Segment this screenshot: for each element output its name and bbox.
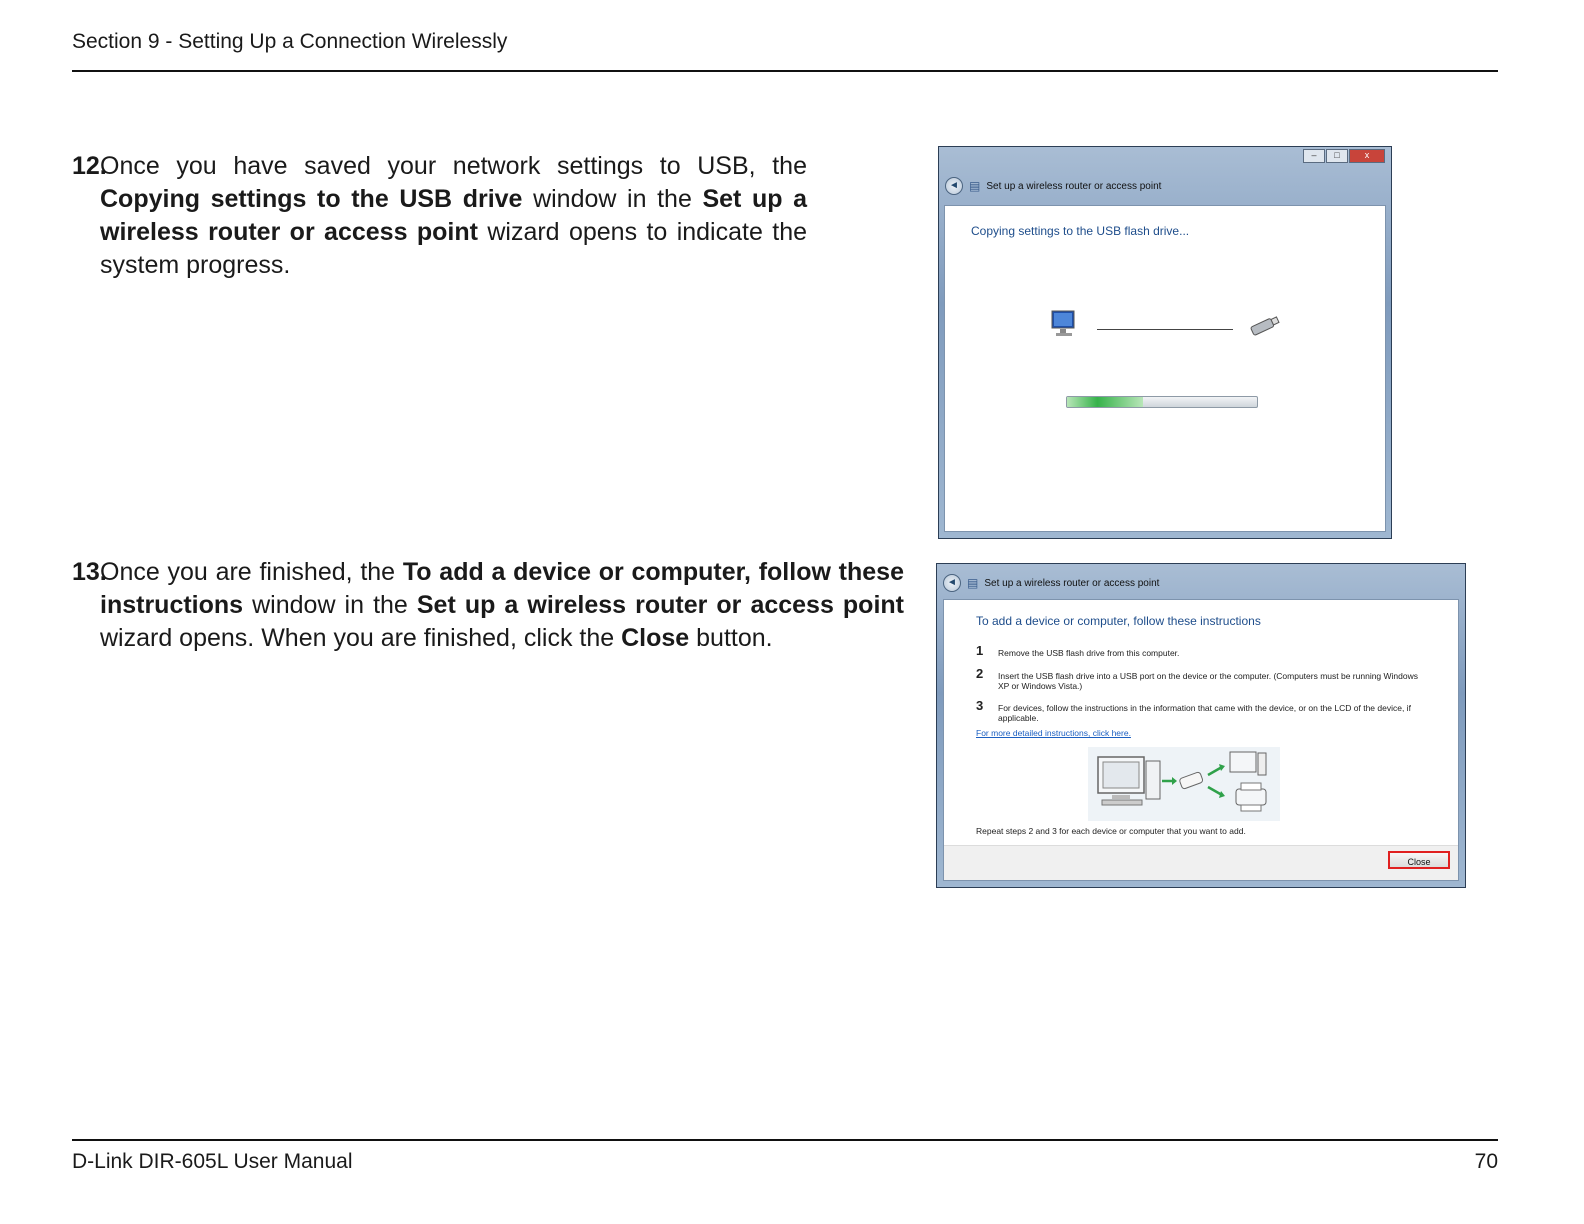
window-title: Set up a wireless router or access point xyxy=(984,577,1160,589)
instruction-text: Remove the USB flash drive from this computer. xyxy=(998,648,1180,658)
network-icon: ▤ xyxy=(969,179,981,193)
step-text xyxy=(72,556,904,655)
step-text-bold: Set up a wireless router or access point xyxy=(416,591,904,619)
connection-line xyxy=(1097,329,1233,330)
header-divider xyxy=(72,70,1498,72)
step-text-part: wizard opens to indicate the system progress. xyxy=(100,218,807,279)
instruction-number: 2 xyxy=(976,666,984,681)
step-text-part: wizard opens. When you are finished, click the xyxy=(100,624,622,652)
instruction-text: Insert the USB flash drive into a USB port on the device or the computer. (Computers must be running Windows XP or Windows Vista.) xyxy=(998,671,1419,691)
window-nav xyxy=(945,177,1161,195)
instruction-text: For devices, follow the instructions in the information that came with the device, or on the LCD of the device, if applicable. xyxy=(998,703,1411,723)
step-text xyxy=(72,150,807,282)
step-text-bold: Close xyxy=(621,624,690,652)
window-content xyxy=(943,599,1459,881)
section-title: Section 9 - Setting Up a Connection Wirelessly xyxy=(72,30,508,53)
copy-progress-bar xyxy=(1066,396,1258,408)
close-icon[interactable]: x xyxy=(1349,149,1385,163)
copying-settings-window xyxy=(938,146,1392,539)
step-text-part: Once you are finished, the xyxy=(100,558,403,586)
window-title: Set up a wireless router or access point xyxy=(986,180,1162,192)
step-number: 12. xyxy=(72,152,107,180)
step-text-part: window in the xyxy=(522,185,703,213)
network-icon: ▤ xyxy=(967,576,979,590)
step-12 xyxy=(72,150,807,282)
instruction-item xyxy=(976,666,1426,691)
window-content xyxy=(944,205,1386,532)
close-button[interactable]: Close xyxy=(1388,851,1450,869)
footer-divider xyxy=(72,1139,1498,1141)
instruction-item xyxy=(976,643,1426,658)
instruction-item xyxy=(976,698,1426,723)
step-text-part: Once you have saved your network settings to USB, the xyxy=(100,152,807,180)
repeat-steps-text: Repeat steps 2 and 3 for each device or computer that you want to add. xyxy=(976,826,1246,836)
page-number: 70 xyxy=(1474,1150,1498,1173)
instruction-number: 1 xyxy=(976,643,984,658)
manual-title: D-Link DIR-605L User Manual xyxy=(72,1150,353,1173)
window-titlebar xyxy=(939,147,1391,199)
copying-heading: Copying settings to the USB flash drive... xyxy=(971,224,1190,238)
detailed-instructions-link[interactable]: For more detailed instructions, click here. xyxy=(976,728,1131,738)
progress-fill xyxy=(1067,397,1143,407)
step-text-bold: To add a device or computer, follow these instructions xyxy=(100,558,904,619)
step-text-bold: Copying settings to the USB drive xyxy=(100,185,523,213)
minimize-icon[interactable]: – xyxy=(1303,149,1325,163)
usb-drive-icon xyxy=(1245,316,1281,336)
usb-transfer-illustration-icon xyxy=(1088,747,1280,821)
step-text-part: button. xyxy=(689,624,773,652)
window-nav xyxy=(943,574,1159,592)
dialog-footer xyxy=(944,845,1458,880)
instructions-heading: To add a device or computer, follow these instructions xyxy=(976,614,1261,628)
back-arrow-icon[interactable]: ◄ xyxy=(943,574,961,592)
window-titlebar xyxy=(937,564,1465,598)
add-device-window xyxy=(936,563,1466,888)
step-text-part: window in the xyxy=(243,591,417,619)
instruction-number: 3 xyxy=(976,698,984,713)
step-text-bold: Set up a wireless router or access point xyxy=(100,185,807,246)
back-arrow-icon[interactable]: ◄ xyxy=(945,177,963,195)
step-13 xyxy=(72,556,904,655)
step-number: 13. xyxy=(72,558,107,586)
computer-icon xyxy=(1049,308,1079,338)
maximize-icon[interactable]: □ xyxy=(1326,149,1348,163)
window-controls xyxy=(1303,149,1385,163)
